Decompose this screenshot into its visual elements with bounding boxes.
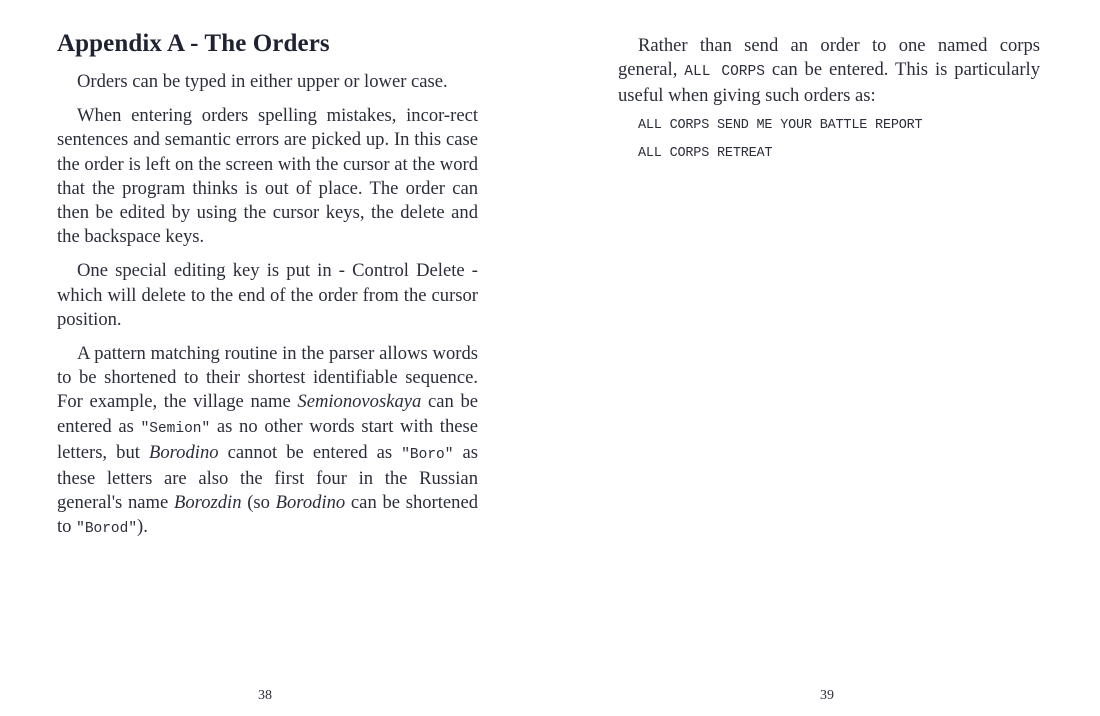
paragraph-control-delete: One special editing key is put in - Control Delete - which will delete to the end of the order from the cursor position. [57,260,478,330]
text-run: can be entered. This is particularly useful when giving such orders as: [618,59,1040,107]
code-semion: "Semion" [140,420,211,437]
example-order: ALL CORPS SEND ME YOUR BATTLE REPORT [638,117,923,133]
text-run: ). [137,516,148,538]
text-run: can be shortened to [57,492,478,538]
code-all-corps: ALL CORPS [684,64,765,81]
text-run: (so [241,492,276,514]
text-run: A pattern matching routine in the parser allows words to be shortened to their shortest identifiable sequence. For example, the village name [57,343,478,413]
general-name: Borozdin [174,492,242,514]
place-name-borodino: Borodino [275,492,346,514]
text-run: cannot be entered as [218,441,402,463]
right-body-text [618,34,1040,173]
page-number: 38 [258,688,272,703]
text-run: Rather than send an order to one named corps general, [618,35,1040,81]
text-run: can be entered as [57,391,479,437]
left-body-text [57,70,478,552]
code-borod: "Borod" [76,521,138,538]
example-order: ALL CORPS RETREAT [638,145,773,161]
text-run: as no other words start with these letters, but [57,415,478,463]
place-name-borodino: Borodino [148,441,219,463]
paragraph-errors: When entering orders spelling mistakes, incor-rect sentences and semantic errors are picked up. In this case the order is left on the screen with the cursor at the word that the program thinks is out of place. The order can then be edited by using the cursor keys, the delete and the backspace keys. [57,105,478,248]
paragraph-all-corps [618,34,1040,109]
text-run: as these letters are also the first four in the Russian general's name [57,441,478,514]
paragraph-pattern-matching [57,342,478,542]
code-boro: "Boro" [401,446,454,463]
paragraph-case: Orders can be typed in either upper or lower case. [77,71,448,92]
page-number: 39 [820,688,834,703]
village-name: Semionovoskaya [297,391,422,413]
page-heading: Appendix A - The Orders [57,30,330,57]
right-page [550,0,1100,716]
